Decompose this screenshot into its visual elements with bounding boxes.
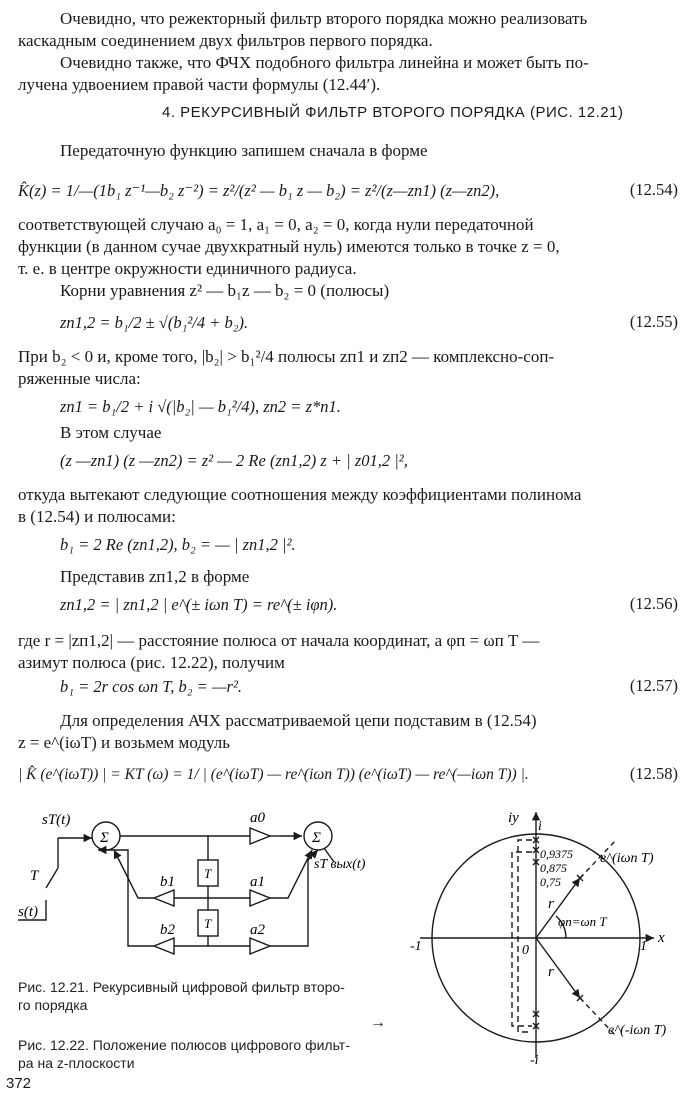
label-delay1: T	[204, 866, 212, 881]
label-b1: b1	[160, 874, 175, 890]
dashed-pole-track-1	[518, 840, 532, 1032]
label-r-lower: r	[548, 964, 554, 980]
paragraph-line: функции (в данном сучае двухкратный нуль) имеются только в точке z = 0,	[18, 237, 560, 256]
label-r-upper: r	[548, 896, 554, 912]
label-input-top: sT(t)	[42, 812, 71, 828]
paragraph-line: В этом случае	[60, 423, 162, 442]
paragraph-line: где r = |zп1,2| — расстояние полюса от начала координат, а φп = ωп T —	[18, 631, 540, 650]
paragraph-line: Передаточную функцию запишем сначала в форме	[60, 141, 428, 160]
paragraph-line: Для определения АЧХ рассматриваемой цепи подставим в (12.54)	[60, 711, 537, 730]
equation-12-56: zп1,2 = | zп1,2 | e^(± iωп T) = re^(± iφп).	[60, 595, 338, 614]
label-x: x	[658, 930, 665, 946]
gain-b1	[154, 890, 174, 906]
label-sum2: Σ	[312, 830, 321, 846]
equation-b-relations: b₁ = 2 Re (zп1,2), b₂ = — | zп1,2 |².	[60, 535, 296, 554]
section-heading: 4. РЕКУРСИВНЫЙ ФИЛЬТР ВТОРОГО ПОРЯДКА (РИС. 12.21)	[162, 104, 624, 121]
paragraph-line: Корни уравнения z² — b₁z — b₂ = 0 (полюсы)	[60, 281, 390, 300]
paragraph-line: азимут полюса (рис. 12.22), получим	[18, 653, 285, 672]
equation-number: (12.57)	[629, 676, 678, 695]
arrow-glyph: →	[370, 1014, 386, 1031]
label-iy: iy	[508, 810, 519, 826]
paragraph-line: лучена удвоением правой части формулы (12.44′).	[18, 75, 381, 94]
equation-number: (12.56)	[629, 594, 678, 613]
label-i-bottom: -i	[530, 1053, 539, 1068]
label-one: 1	[640, 939, 647, 954]
z-plane-figure	[402, 800, 687, 1070]
label-output: sT вых(t)	[314, 857, 366, 872]
label-0875: 0,875	[540, 861, 567, 875]
equation-number: (12.55)	[629, 312, 678, 331]
paragraph-line: Представив zп1,2 в форме	[60, 567, 250, 586]
gain-a1	[250, 890, 270, 906]
label-minus-one: -1	[410, 939, 422, 954]
equation-12-57: b₁ = 2r cos ωп T, b₂ = —r².	[60, 677, 243, 696]
paragraph-line: При b₂ < 0 и, кроме того, |b₂| > b₁²/4 полюсы zп1 и zп2 — комплексно-соп-	[18, 347, 555, 366]
switch-contact	[46, 868, 58, 888]
label-sum1: Σ	[100, 830, 109, 846]
label-a2: a2	[250, 922, 265, 938]
equation-number: (12.54)	[629, 180, 678, 199]
label-exp-negative: e^(-iωп T)	[608, 1023, 667, 1038]
paragraph-line: Очевидно, что режекторный фильтр второго порядка можно реализовать	[60, 9, 588, 28]
label-09375: 0,9375	[540, 847, 573, 861]
equation-number: (12.58)	[629, 764, 678, 783]
paragraph-line: откуда вытекают следующие соотношения между коэффициентами полинома	[18, 485, 582, 504]
dashed-pole-track-2	[512, 852, 532, 1026]
block-diagram-figure	[18, 800, 398, 970]
label-a0: a0	[250, 810, 265, 826]
paragraph-line: каскадным соединением двух фильтров первого порядка.	[18, 31, 433, 50]
gain-b2	[154, 938, 174, 954]
paragraph-line: ряженные числа:	[18, 369, 141, 388]
paragraph-line: т. е. в центре окружности единичного радиуса.	[18, 259, 357, 278]
label-delay2: T	[204, 916, 212, 931]
label-input-bottom: s(t)	[18, 904, 38, 920]
equation-product: (z —zп1) (z —zп2) = z² — 2 Re (zп1,2) z + | z01,2 |²,	[60, 451, 408, 470]
paragraph-line: Очевидно также, что ФЧХ подобного фильтра линейна и может быть по-	[60, 53, 589, 72]
label-i-top: i	[538, 819, 542, 834]
page-number: 372	[6, 1075, 32, 1092]
paragraph-line: в (12.54) и полюсами:	[18, 507, 176, 526]
figure-caption-12-21: Рис. 12.21. Рекурсивный цифровой фильтр второ- го порядка	[18, 979, 345, 1013]
label-origin: 0	[522, 943, 529, 958]
radius-vector-lower	[536, 938, 580, 998]
paragraph-line: z = e^(iωT) и возьмем модуль	[18, 733, 230, 752]
gain-a2	[250, 938, 270, 954]
label-a1: a1	[250, 874, 265, 890]
label-switch: T	[30, 868, 39, 884]
equation-12-54: K̂(z) = 1/—(1b₁ z⁻¹—b₂ z⁻²) = z²/(z² — b₁ z — b₂) = z²/(z—zп1) (z—zп2),	[18, 181, 500, 200]
label-075: 0,75	[540, 875, 561, 889]
paragraph-line: соответствующей случаю a₀ = 1, a₁ = 0, a₂ = 0, когда нули передаточной	[18, 215, 534, 234]
label-b2: b2	[160, 922, 175, 938]
label-angle: φп=ωп T	[558, 914, 607, 929]
figure-caption-12-22: Рис. 12.22. Положение полюсов цифрового фильт- ра на z-плоскости	[18, 1037, 350, 1071]
gain-a0	[250, 828, 270, 844]
equation-12-58: | K̂ (e^(iωT)) | = KT (ω) = 1/ | (e^(iωT) — re^(iωп T)) (e^(iωT) — re^(—iωп T)) |.	[18, 766, 529, 783]
equation-zp1: zп1 = b₁/2 + i √(|b₂| — b₁²/4), zп2 = z*п1.	[60, 397, 341, 416]
label-exp-positive: e^(iωп T)	[600, 851, 654, 866]
equation-12-55: zп1,2 = b₁/2 ± √(b₁²/4 + b₂).	[60, 313, 249, 332]
